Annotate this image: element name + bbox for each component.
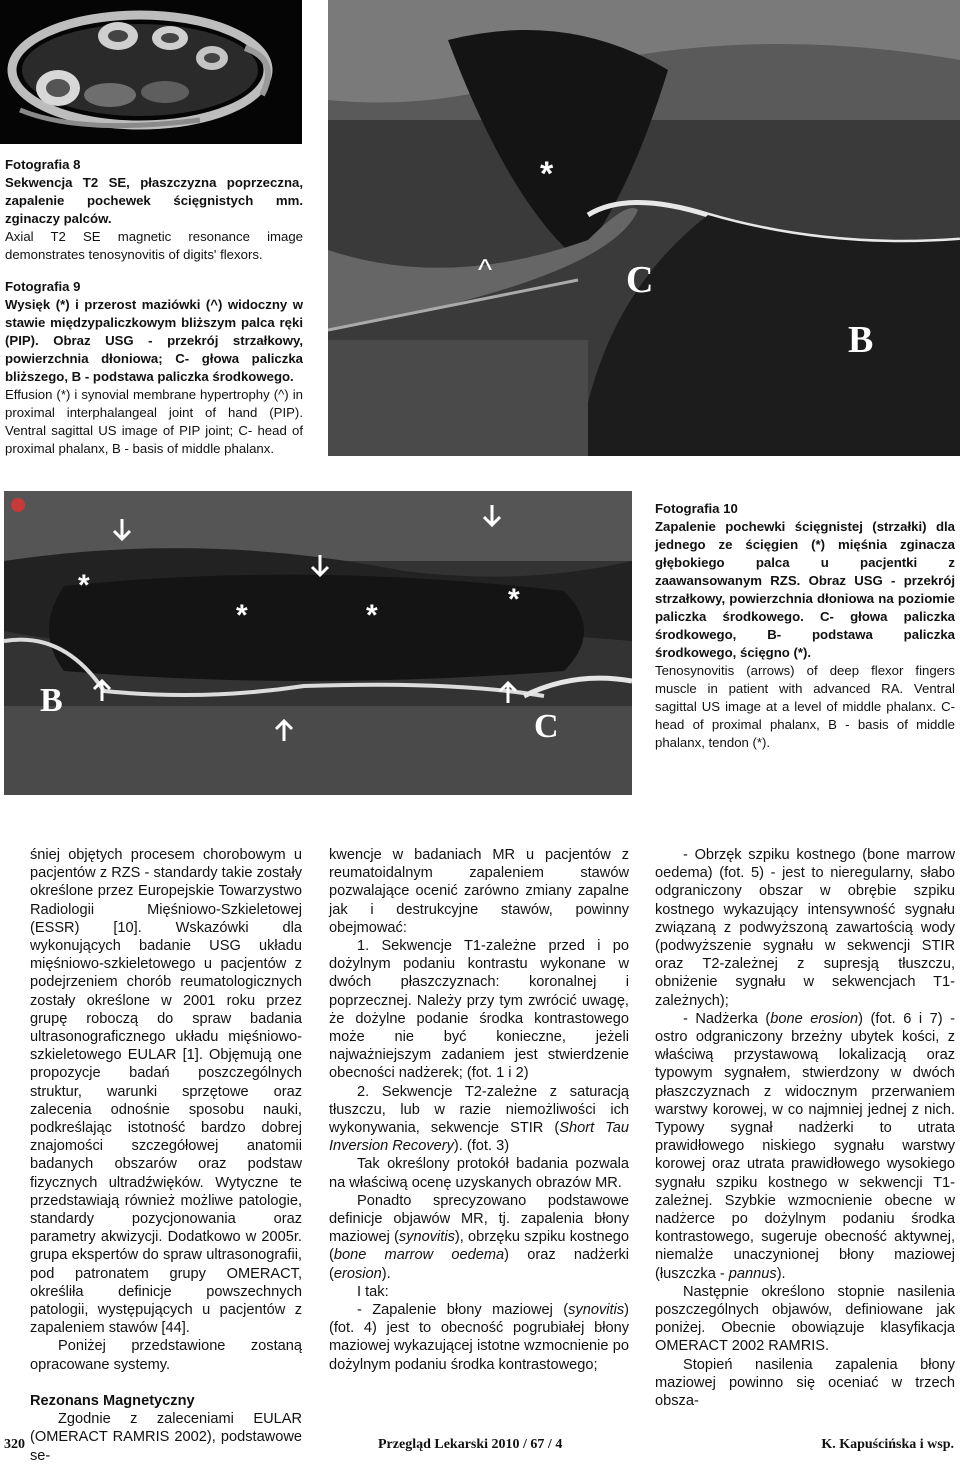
star-mark-3: *	[366, 599, 378, 632]
star-mark-4: *	[508, 583, 520, 616]
caption-fig9	[5, 278, 303, 458]
paragraph: Stopień nasilenia zapalenia błony maziowej powinno się oceniać w trzech obsza-	[655, 1356, 955, 1410]
paragraph: - Obrzęk szpiku kostnego (bone marrow oedema) (fot. 5) - jest to nieregularny, słabo odgraniczony obszar w obrębie szpiku kostnego wykazujący intensywność sygnału związaną z podwyższoną zawartością wody (podwyższenie sygnału w sekwencji STIR oraz T2-zależnej z supresją tłuszczu, obniżenie sygnału w sekwencjach T1-zależnych);	[655, 847, 955, 1009]
paragraph: Zgodnie z zaleceniami EULAR (OMERACT RAMRIS 2002), podstawowe se-	[30, 1411, 302, 1464]
caption-english: Tenosynovitis (arrows) of deep flexor fingers muscle in patient with advanced RA. Ventral sagittal US image at a level of middle phalanx. C- head of proximal phalanx, B - basis of middle phalanx, tendon (*).	[655, 663, 955, 750]
caption-english: Axial T2 SE magnetic resonance image demonstrates tenosynovitis of digits' flexors.	[5, 229, 303, 262]
paragraph: I tak:	[357, 1283, 389, 1300]
paragraph: - Nadżerka (bone erosion) (fot. 6 i 7) - ostro odgraniczony brzeżny ubytek kości, z właściwą przystawową lokalizacją oraz typowym sygnałem, stwierdzony w dwóch płaszczyznach z widocznym przerwaniem warstwy korowej, w co najmniej jednej z nich. Typowy sygnał nadżerki to utrata prawidłowego niskiego sygnału warstwy korowej oraz utrata prawidłowego wysokiego sygnału szpiku kostnego w sekwencji T1-zależnej. Szybkie wzmocnienie obecne w nadżerce po dożylnym podaniu środka kontrastowego, sugeruje obecność aktywnej, niemalże unaczynionej błony maziowej (łuszczka - pannus).	[655, 1010, 955, 1282]
caption-title: Fotografia 8	[5, 157, 81, 172]
paragraph: Ponadto sprecyzowano podstawowe definicje objawów MR, tj. zapalenia błony maziowej (synovitis), obrzęku szpiku kostnego (bone marrow oedema) oraz nadżerki (erosion).	[329, 1192, 629, 1282]
page-footer	[0, 1437, 960, 1457]
text-column-2	[329, 846, 629, 1374]
page-number: 320	[4, 1437, 25, 1452]
star-mark-2: *	[236, 599, 248, 632]
synovial-mark: ^	[478, 254, 493, 287]
paragraph: Poniżej przedstawione zostaną opracowane systemy.	[30, 1338, 302, 1373]
paragraph: śniej objętych procesem chorobowym u pacjentów z RZS - standardy takie zostały określone przez Europejskie Towarzystwo Radiologii Mięśniowo-Szkieletowej (ESSR) [10]. Wskazówki dla wykonujących badanie USG układu mięśniowo-szkieletowego u pacjentów z podejrzeniem chorób reumatologicznych zostały określone w 2001 roku przez grupę roboczą do spraw badania ultrasonograficznego układu mięśniowo-szkieletowego EULAR [1]. Objęmują one propozycje badań poszczególnych struktur, warunki sprzętowe oraz zalecenia odnośnie sposobu nauki, podkreślając istotność bardzo dobrej znajomości szczegółowej anatomii badanych obszarów oraz podstaw fizycznych ultradźwięków. Wytyczne te przedstawiają również możliwe patologie, standardy pozycjonowania oraz parametry akwizycji. Dodatkowo w 2005r. grupa ekspertów do spraw ultrasonografii, pod patronatem grupy OMERACT, określiła definicje powszechnych patologii, występujących u pacjentów z zapaleniem stawów [44].	[30, 847, 302, 1337]
paragraph: 1. Sekwencje T1-zależne przed i po dożylnym podaniu kontrastu wykonane w dwóch płaszczyznach: koronalnej i poprzecznej. Należy przy tym zwrócić uwagę, że dożylne podanie środka kontrastowego może nie być konieczne, jeżeli najważniejszym zadaniem jest stwierdzenie obecności nadżerek; (fot. 1 i 2)	[329, 938, 629, 1082]
caption-title: Fotografia 9	[5, 279, 81, 294]
caption-polish: Wysięk (*) i przerost maziówki (^) widoczny w stawie międzypaliczkowym bliższym palca ręki (PIP). Obraz USG - przekrój strzałkowy, powierzchnia dłoniowa; C- głowa paliczka bliższego, B - podstawa paliczka środkowego.	[5, 297, 303, 384]
ultrasound-tendon-image	[4, 491, 632, 795]
base-mark: B	[40, 682, 63, 719]
mri-image	[0, 0, 302, 144]
paragraph: Tak określony protokół badania pozwala na właściwą ocenę uzyskanych obrazów MR.	[329, 1156, 629, 1191]
paragraph: 2. Sekwencje T2-zależne z saturacją tłuszczu, lub w razie niemożliwości ich wykonywania, sekwencje STIR (Short Tau Inversion Recovery). (fot. 3)	[329, 1083, 629, 1155]
paragraph: kwencje w badaniach MR u pacjentów z reumatoidalnym zapaleniem stawów pozwalające ocenić zarówno zmiany zapalne jak i destrukcyjne stawów, powinny obejmować:	[329, 847, 629, 936]
caption-title: Fotografia 10	[655, 501, 738, 516]
base-mark: B	[848, 319, 874, 361]
text-column-1	[30, 846, 302, 1465]
effusion-mark: *	[540, 155, 554, 193]
star-mark-1: *	[78, 569, 90, 602]
caption-english: Effusion (*) i synovial membrane hypertrophy (^) in proximal interphalangeal joint of hand (PIP). Ventral sagittal US image of PIP joint; C- head of proximal phalanx, B - basis of middle phalanx.	[5, 387, 303, 456]
paragraph: Następnie określono stopnie nasilenia poszczególnych objawów, definiowane jak poniżej. Obecnie obowiązuje klasyfikacja OMERACT 2002 RAMRIS.	[655, 1283, 955, 1355]
head-mark: C	[534, 708, 559, 745]
head-mark: C	[626, 259, 654, 301]
ultrasound-pip-image	[328, 0, 960, 456]
caption-fig8	[5, 156, 303, 264]
caption-fig10	[655, 500, 955, 752]
text-column-3	[655, 846, 955, 1410]
caption-polish: Sekwencja T2 SE, płaszczyzna poprzeczna, zapalenie pochewek ścięgnistych mm. zginaczy palców.	[5, 175, 303, 226]
journal-name: Przegląd Lekarski 2010 / 67 / 4	[378, 1437, 563, 1452]
section-heading: Rezonans Magnetyczny	[30, 1392, 195, 1409]
caption-polish: Zapalenie pochewki ścięgnistej (strzałki) dla jednego ze ścięgien (*) mięśnia zginacza głębokiego palca u pacjentki z zaawansowanym RZS. Obraz USG - przekrój strzałkowy, powierzchnia dłoniowa na poziomie paliczka środkowego. C- głowa paliczka środkowego, B- podstawa paliczka środkowego, ścięgno (*).	[655, 519, 955, 660]
authors: K. Kapuścińska i wsp.	[821, 1437, 954, 1452]
paragraph: - Zapalenie błony maziowej (synovitis) (fot. 4) jest to obecność pogrubiałej błony maziowej wykazującej istotne wzmocnienie po dożylnym podaniu środka kontrastowego;	[329, 1302, 629, 1373]
